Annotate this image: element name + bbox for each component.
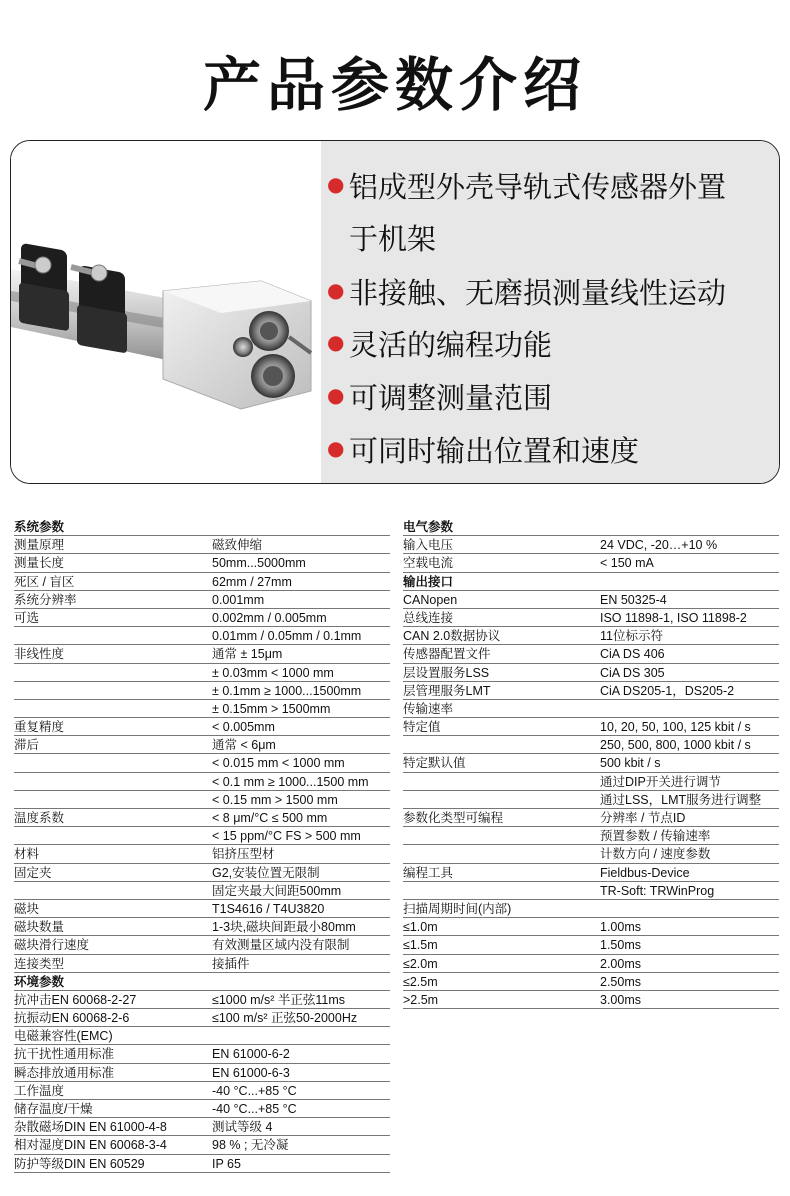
spec-value: -40 °C...+85 °C [212, 1102, 297, 1116]
spec-value: 1-3块,磁块间距最小80mm [212, 920, 356, 935]
spec-value: 通常 < 6μm [212, 738, 276, 753]
spec-value: Fieldbus-Device [600, 865, 690, 880]
spec-value: 50mm...5000mm [212, 556, 306, 571]
spec-row [14, 827, 390, 845]
spec-label: 电磁兼容性(EMC) [14, 1029, 113, 1044]
spec-value: ≤100 m/s² 正弦50-2000Hz [212, 1011, 358, 1026]
section-title: 电气参数 [403, 520, 454, 534]
spec-row [14, 736, 390, 754]
spec-label: 材料 [14, 847, 40, 862]
spec-value: 24 VDC, -20…+10 % [600, 538, 718, 553]
spec-value: EN 50325-4 [600, 592, 667, 607]
spec-row [14, 955, 390, 973]
spec-value: CiA DS 406 [600, 647, 665, 662]
row-divider [14, 1172, 390, 1173]
spec-label: 测量长度 [14, 556, 65, 571]
feature-list [321, 141, 779, 483]
spec-row [14, 1082, 390, 1100]
spec-label: 抗干扰性通用标准 [14, 1047, 115, 1062]
spec-value: < 8 μm/°C ≤ 500 mm [212, 811, 328, 825]
spec-row [403, 864, 779, 882]
spec-value: 固定夹最大间距500mm [212, 883, 342, 898]
spec-row [403, 718, 779, 736]
spec-label: 层设置服务LSS [403, 665, 490, 680]
spec-value: IP 65 [212, 1156, 241, 1171]
spec-label: 测量原理 [14, 538, 65, 553]
spec-row [14, 1100, 390, 1118]
spec-value: 计数方向 / 速度参数 [600, 847, 711, 862]
spec-label: >2.5m [403, 992, 439, 1007]
spec-label: 重复精度 [14, 720, 65, 735]
spec-label: 工作温度 [14, 1083, 65, 1098]
spec-value: 分辨率 / 节点ID [600, 811, 686, 825]
spec-value: EN 61000-6-3 [212, 1065, 290, 1080]
spec-label: 磁块滑行速度 [14, 938, 90, 953]
spec-row [403, 955, 779, 973]
section-header [403, 518, 779, 536]
spec-row [14, 1009, 390, 1027]
spec-label: 层管理服务LMT [403, 683, 491, 698]
feature-item: ● 可同时输出位置和速度 [327, 434, 640, 468]
spec-label: 编程工具 [403, 865, 454, 880]
feature-item: ● 铝成型外壳导轨式传感器外置 [327, 170, 727, 204]
bullet-icon: ● [327, 436, 345, 460]
spec-row [14, 609, 390, 627]
spec-label: ≤1.0m [403, 920, 438, 935]
spec-label: 相对湿度DIN EN 60068-3-4 [14, 1138, 167, 1153]
spec-value: T1S4616 / T4U3820 [212, 901, 325, 916]
spec-label: 磁块 [14, 901, 40, 916]
spec-value: 铝挤压型材 [212, 847, 275, 862]
spec-label: 传输速率 [403, 701, 454, 716]
spec-label: CAN 2.0数据协议 [403, 629, 501, 644]
spec-value: 通过DIP开关进行调节 [600, 774, 721, 789]
spec-label: 滞后 [14, 738, 40, 753]
spec-row [403, 991, 779, 1009]
spec-label: 可选 [14, 610, 40, 625]
spec-row [14, 645, 390, 663]
spec-label: 特定值 [403, 720, 441, 735]
spec-label: ≤2.0m [403, 956, 438, 971]
spec-value: EN 61000-6-2 [212, 1047, 290, 1062]
spec-label: 特定默认值 [403, 756, 466, 771]
spec-value: 通常 ± 15μm [212, 647, 283, 662]
spec-row [403, 609, 779, 627]
spec-value: 2.50ms [600, 974, 641, 989]
feature-item: ● 灵活的编程功能 [327, 328, 553, 362]
spec-row [14, 700, 390, 718]
spec-row [403, 845, 779, 863]
spec-row [403, 936, 779, 954]
spec-value: G2,安装位置无限制 [212, 865, 320, 880]
spec-value: 0.002mm / 0.005mm [212, 610, 327, 625]
spec-row [403, 809, 779, 827]
spec-row [14, 882, 390, 900]
spec-value: 通过LSS，LMT服务进行调整 [600, 792, 762, 807]
spec-row [14, 864, 390, 882]
spec-label: 储存温度/干燥 [14, 1102, 93, 1116]
section-title: 环境参数 [14, 974, 65, 989]
spec-row [14, 1064, 390, 1082]
spec-row [14, 991, 390, 1009]
spec-row [14, 1045, 390, 1063]
spec-row [403, 973, 779, 991]
spec-value: 1.50ms [600, 938, 641, 953]
spec-row [14, 554, 390, 572]
spec-value: 测试等级 4 [212, 1120, 273, 1135]
spec-row [14, 936, 390, 954]
spec-value: 有效测量区域内没有限制 [212, 938, 350, 953]
spec-label: 总线连接 [403, 610, 454, 625]
spec-label: 扫描周期时间(内部) [403, 901, 512, 916]
spec-value: ISO 11898-1, ISO 11898-2 [600, 610, 747, 625]
spec-label: 传感器配置文件 [403, 647, 491, 662]
spec-row [403, 882, 779, 900]
page-title: 产品参数介绍 [202, 51, 587, 119]
spec-row [403, 827, 779, 845]
spec-row [14, 918, 390, 936]
bullet-icon: ● [327, 330, 345, 354]
section-header [14, 518, 390, 536]
spec-value: 0.001mm [212, 592, 265, 607]
spec-value: CiA DS 305 [600, 665, 665, 680]
spec-label: 抗冲击EN 60068-2-27 [14, 992, 137, 1007]
spec-value: 2.00ms [600, 956, 641, 971]
spec-row [403, 664, 779, 682]
electrical-parameters-table [403, 518, 779, 1009]
spec-label: 参数化类型可编程 [403, 811, 504, 825]
spec-label: 防护等级DIN EN 60529 [14, 1156, 145, 1171]
spec-value: 98 % ; 无冷凝 [212, 1138, 289, 1153]
spec-row [403, 554, 779, 572]
spec-row [14, 591, 390, 609]
spec-label: CANopen [403, 592, 458, 607]
spec-row [403, 700, 779, 718]
feature-item: ● 可调整测量范围 [327, 381, 553, 415]
product-hero-card [10, 140, 780, 484]
spec-label: 输入电压 [403, 538, 454, 553]
spec-row [14, 718, 390, 736]
spec-row [403, 536, 779, 554]
spec-value: 250, 500, 800, 1000 kbit / s [600, 738, 751, 753]
spec-row [403, 773, 779, 791]
row-divider [403, 1008, 779, 1009]
spec-label: 温度系数 [14, 811, 65, 825]
bullet-icon: ● [327, 278, 345, 302]
section-title: 系统参数 [14, 520, 65, 534]
spec-value: < 0.1 mm ≥ 1000...1500 mm [212, 774, 369, 789]
spec-label: 系统分辨率 [14, 592, 77, 607]
product-image [11, 141, 321, 483]
system-parameters-table [14, 518, 390, 1173]
spec-row [14, 664, 390, 682]
spec-row [14, 1136, 390, 1154]
spec-value: < 0.15 mm > 1500 mm [212, 792, 338, 807]
feature-item: ● 非接触、无磨损测量线性运动 [327, 276, 727, 310]
spec-row [14, 791, 390, 809]
spec-value: ± 0.1mm ≥ 1000...1500mm [212, 683, 362, 698]
spec-value: 3.00ms [600, 992, 641, 1007]
spec-value: < 0.015 mm < 1000 mm [212, 756, 345, 771]
section-title: 输出接口 [403, 574, 454, 589]
spec-row [14, 900, 390, 918]
spec-value: -40 °C...+85 °C [212, 1083, 297, 1098]
spec-row [403, 591, 779, 609]
spec-value: CiA DS205-1，DS205-2 [600, 683, 735, 698]
spec-row [403, 682, 779, 700]
section-header [403, 573, 779, 591]
spec-row [403, 791, 779, 809]
spec-row [14, 536, 390, 554]
spec-value: 接插件 [212, 956, 250, 971]
spec-row [14, 1118, 390, 1136]
spec-value: ≤1000 m/s² 半正弦11ms [212, 992, 346, 1007]
spec-label: 杂散磁场DIN EN 61000-4-8 [14, 1120, 167, 1135]
sensor-rail-illustration [11, 141, 321, 483]
section-header [14, 973, 390, 991]
spec-label: 固定夹 [14, 865, 52, 880]
spec-value: 11位标示符 [600, 629, 663, 644]
spec-value: 磁致伸缩 [212, 538, 263, 553]
spec-value: < 150 mA [600, 556, 654, 571]
bullet-icon: ● [327, 172, 345, 196]
spec-value: < 15 ppm/°C FS > 500 mm [212, 829, 361, 844]
spec-value: ± 0.15mm > 1500mm [212, 701, 331, 716]
spec-label: 空载电流 [403, 556, 454, 571]
spec-row [403, 736, 779, 754]
feature-item-continued: 于机架 [349, 222, 437, 256]
spec-value: ± 0.03mm < 1000 mm [212, 665, 334, 680]
spec-label: ≤2.5m [403, 974, 438, 989]
spec-row [14, 627, 390, 645]
spec-row [14, 754, 390, 772]
spec-row [403, 900, 779, 918]
spec-row [403, 645, 779, 663]
spec-row [14, 573, 390, 591]
spec-value: 500 kbit / s [600, 756, 661, 771]
spec-label: 连接类型 [14, 956, 65, 971]
spec-value: 10, 20, 50, 100, 125 kbit / s [600, 720, 751, 735]
spec-row [403, 918, 779, 936]
spec-value: 1.00ms [600, 920, 641, 935]
spec-value: 0.01mm / 0.05mm / 0.1mm [212, 629, 362, 644]
spec-label: 抗振动EN 60068-2-6 [14, 1011, 130, 1026]
spec-value: < 0.005mm [212, 720, 275, 735]
spec-row [403, 754, 779, 772]
spec-row [14, 809, 390, 827]
spec-row [14, 682, 390, 700]
spec-label: 非线性度 [14, 647, 65, 662]
spec-value: TR-Soft: TRWinProg [600, 883, 715, 898]
spec-row [14, 1155, 390, 1173]
spec-label: 瞬态排放通用标准 [14, 1065, 115, 1080]
spec-row [14, 1027, 390, 1045]
spec-label: 死区 / 盲区 [14, 574, 75, 589]
spec-row [14, 845, 390, 863]
spec-value: 预置参数 / 传输速率 [600, 829, 711, 844]
spec-label: 磁块数量 [14, 920, 65, 935]
spec-label: ≤1.5m [403, 938, 438, 953]
spec-row [403, 627, 779, 645]
spec-row [14, 773, 390, 791]
spec-value: 62mm / 27mm [212, 574, 292, 589]
bullet-icon: ● [327, 383, 345, 407]
